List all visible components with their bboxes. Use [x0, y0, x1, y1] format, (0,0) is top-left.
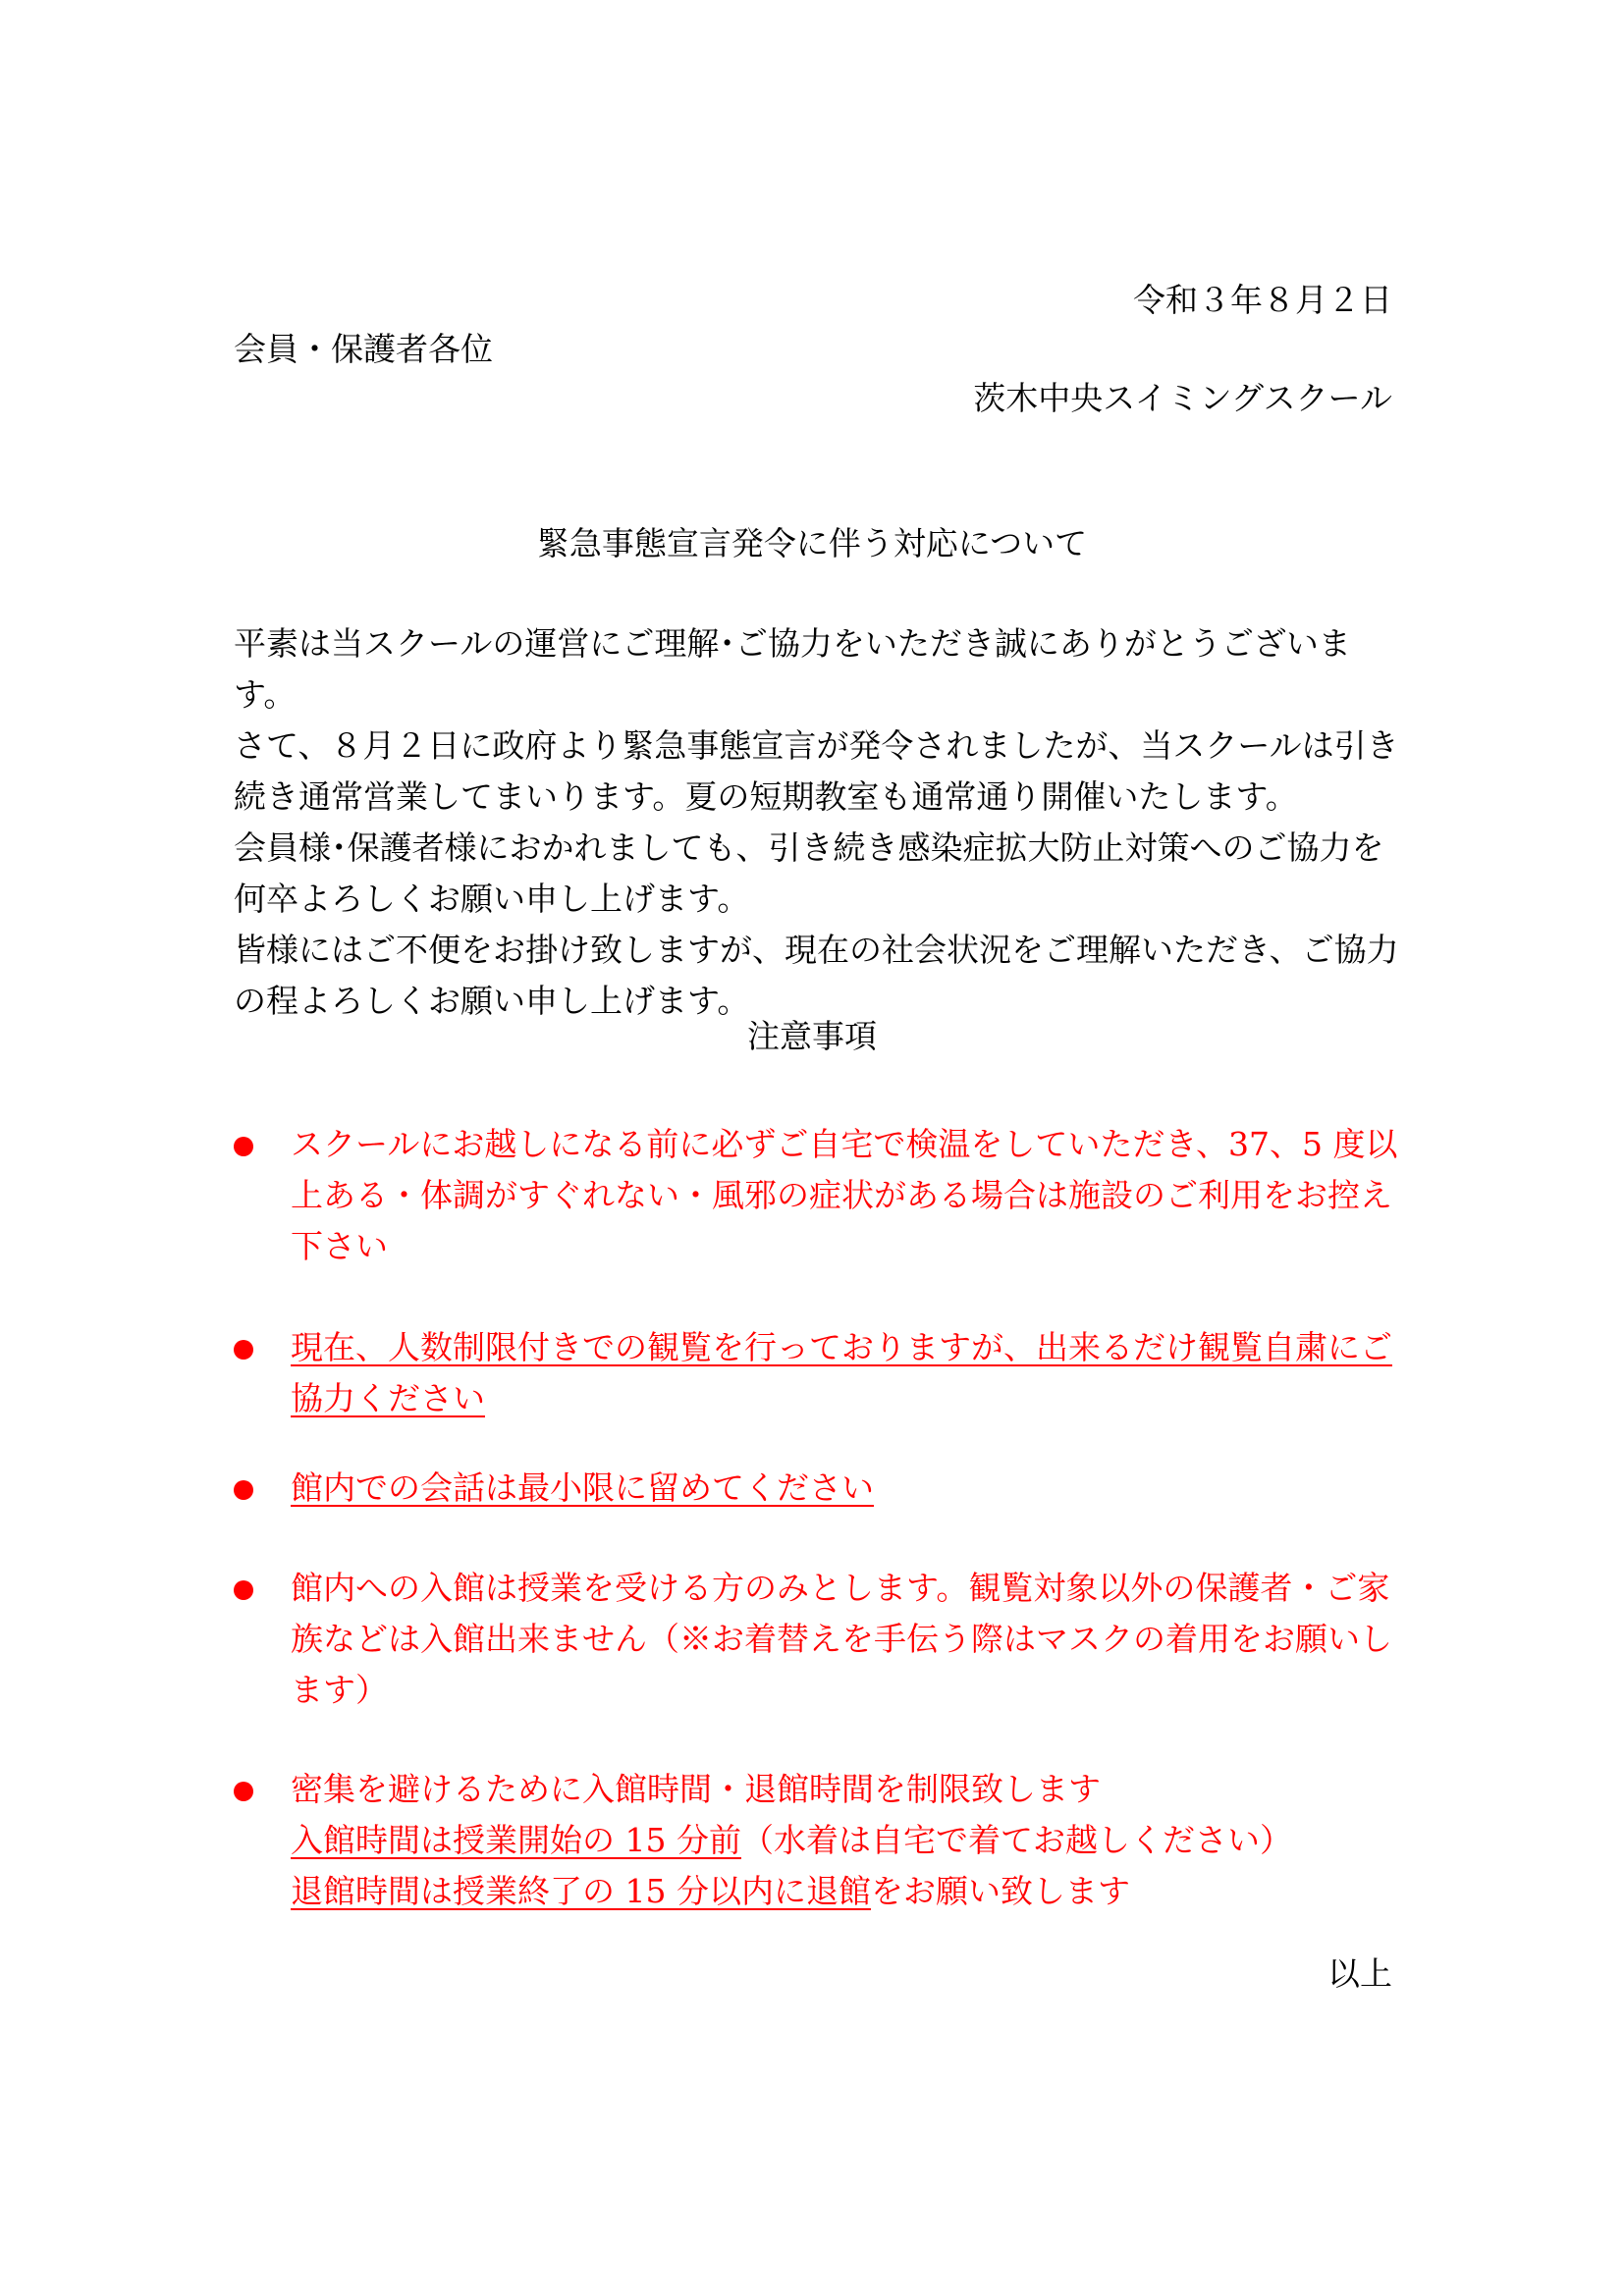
bullet-dot-icon — [234, 1580, 253, 1600]
body-line: 皆様にはご不便をお掛け致しますが、現在の社会状況をご理解いただき、ご協力 — [234, 931, 1399, 969]
notice-line: 館内での会話は最小限に留めてください — [291, 1468, 874, 1507]
notice-line: 下さい — [291, 1227, 388, 1265]
notice-title: 注意事項 — [747, 1017, 877, 1055]
body-line: 続き通常営業してまいります。夏の短期教室も通常通り開催いたします。 — [234, 777, 1298, 816]
body-line: 何卒よろしくお願い申し上げます。 — [234, 880, 750, 918]
bullet-dot-icon — [234, 1340, 253, 1360]
notice-item-viewing — [234, 1322, 1402, 1424]
notice-line: 上ある・体調がすぐれない・風邪の症状がある場合は施設のご利用をお控え — [291, 1176, 1392, 1214]
entry-time-note: （水着は自宅で着てお越しください） — [740, 1821, 1292, 1859]
sender: 茨木中央スイミングスクール — [973, 379, 1392, 417]
notice-line: スクールにお越しになる前に必ずご自宅で検温をしていただき、37、5 度以 — [291, 1125, 1398, 1163]
bullet-dot-icon — [234, 1782, 253, 1801]
notice-line: 密集を避けるために入館時間・退館時間を制限致します — [291, 1770, 1101, 1808]
entry-time-rule: 入館時間は授業開始の 15 分前 — [291, 1821, 741, 1859]
notice-line: 館内への入館は授業を受ける方のみとします。観覧対象以外の保護者・ご家 — [291, 1569, 1390, 1607]
body-line: 平素は当スクールの運営にご理解･ご協力をいただき誠にありがとうございます。 — [234, 624, 1351, 714]
notice-line: ます） — [291, 1671, 388, 1709]
body-line: さて、８月２日に政府より緊急事態宣言が発令されましたが、当スクールは引き — [234, 726, 1399, 765]
notice-item-entry — [234, 1563, 1402, 1716]
recipient: 会員・保護者各位 — [234, 330, 493, 368]
closing-mark: 以上 — [1327, 1954, 1392, 1993]
notice-item-conversation — [234, 1463, 1402, 1514]
bullet-dot-icon — [234, 1480, 253, 1500]
notice-item-time-limit — [234, 1764, 1402, 1917]
bullet-dot-icon — [234, 1137, 253, 1156]
notice-line: 族などは入館出来ません（※お着替えを手伝う際はマスクの着用をお願いし — [291, 1620, 1392, 1658]
body-text — [234, 618, 1402, 1027]
notice-line: 協力ください — [291, 1379, 485, 1417]
exit-time-rule: 退館時間は授業終了の 15 分以内に退館 — [291, 1872, 871, 1910]
document-date: 令和３年８月２日 — [1133, 281, 1392, 319]
notice-item-temperature — [234, 1119, 1402, 1272]
document-title: 緊急事態宣言発令に伴う対応について — [536, 524, 1088, 562]
body-line: 会員様･保護者様におかれましても、引き続き感染症拡大防止対策へのご協力を — [234, 828, 1384, 867]
exit-time-note: をお願い致します — [870, 1872, 1130, 1910]
notice-line: 現在、人数制限付きでの観覧を行っておりますが、出来るだけ観覧自粛にご — [291, 1328, 1392, 1366]
body-line: の程よろしくお願い申し上げます。 — [234, 982, 750, 1020]
